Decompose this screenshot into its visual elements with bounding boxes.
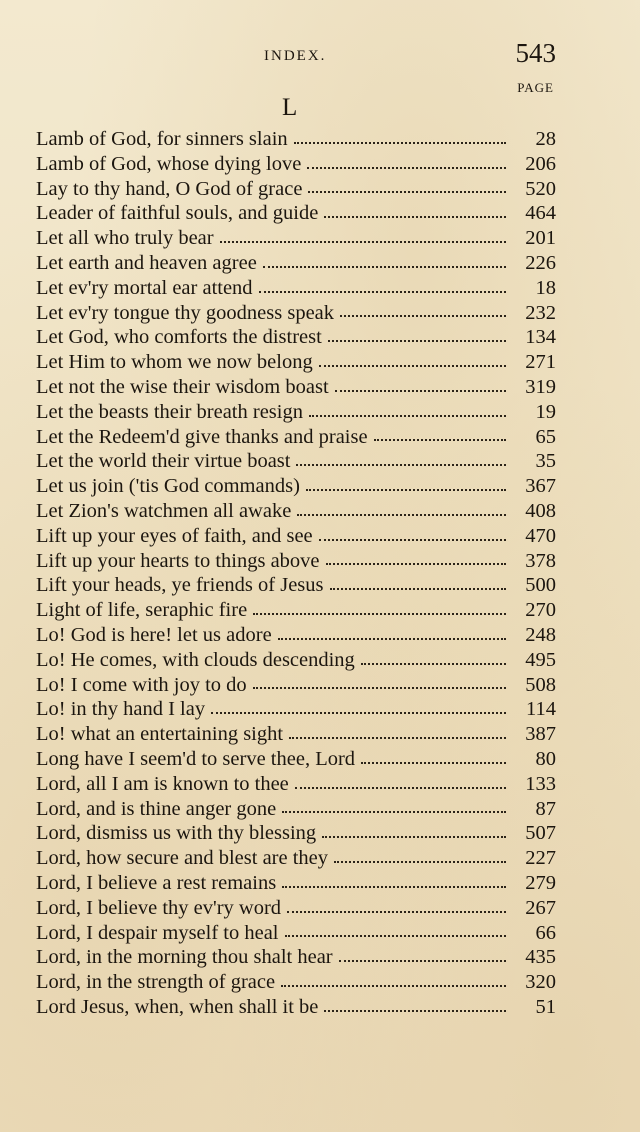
index-entry bbox=[36, 251, 556, 276]
entry-title: Let ev'ry mortal ear attend bbox=[36, 276, 253, 299]
index-entry bbox=[36, 449, 556, 474]
entry-page-number: 408 bbox=[525, 499, 556, 522]
index-entry bbox=[36, 474, 556, 499]
section-letter: L bbox=[282, 94, 298, 121]
dot-leader bbox=[278, 637, 506, 640]
entry-page-number: 35 bbox=[535, 450, 556, 473]
index-entry-list bbox=[36, 127, 556, 1020]
entry-page-number: 51 bbox=[535, 995, 556, 1018]
entry-title: Lo! He comes, with clouds descending bbox=[36, 648, 355, 671]
index-entry bbox=[36, 772, 556, 797]
dot-leader bbox=[374, 438, 506, 441]
page-column-label: PAGE bbox=[517, 80, 554, 95]
dot-leader bbox=[307, 166, 506, 169]
dot-leader bbox=[294, 141, 506, 144]
page-number: 543 bbox=[515, 38, 556, 68]
entry-page-number: 387 bbox=[525, 723, 556, 746]
index-entry bbox=[36, 747, 556, 772]
dot-leader bbox=[326, 562, 506, 565]
entry-page-number: 367 bbox=[525, 475, 556, 498]
entry-title: Lord, and is thine anger gone bbox=[36, 797, 277, 820]
dot-leader bbox=[328, 339, 506, 342]
index-entry bbox=[36, 797, 556, 822]
dot-leader bbox=[330, 587, 506, 590]
dot-leader bbox=[324, 1009, 506, 1012]
entry-title: Let Zion's watchmen all awake bbox=[36, 499, 292, 522]
dot-leader bbox=[220, 240, 506, 243]
entry-title: Lord, how secure and blest are they bbox=[36, 847, 329, 870]
dot-leader bbox=[319, 538, 506, 541]
dot-leader bbox=[289, 736, 506, 739]
index-entry bbox=[36, 226, 556, 251]
entry-title: Lamb of God, for sinners slain bbox=[36, 128, 288, 150]
dot-leader bbox=[324, 215, 506, 218]
dot-leader bbox=[335, 389, 506, 392]
entry-title: Let Him to whom we now belong bbox=[36, 351, 313, 374]
dot-leader bbox=[282, 885, 506, 888]
entry-page-number: 507 bbox=[525, 822, 556, 845]
entry-title: Lo! what an entertaining sight bbox=[36, 723, 284, 746]
entry-title: Let the beasts their breath resign bbox=[36, 400, 303, 423]
dot-leader bbox=[319, 364, 506, 367]
entry-page-number: 227 bbox=[525, 847, 556, 870]
dot-leader bbox=[253, 686, 506, 689]
entry-title: Let the world their virtue boast bbox=[36, 450, 291, 473]
dot-leader bbox=[281, 984, 506, 987]
entry-page-number: 80 bbox=[535, 747, 556, 770]
dot-leader bbox=[322, 835, 506, 838]
index-entry bbox=[36, 425, 556, 450]
entry-page-number: 320 bbox=[525, 971, 556, 994]
index-entry bbox=[36, 177, 556, 202]
entry-page-number: 134 bbox=[525, 326, 556, 349]
dot-leader bbox=[211, 711, 506, 714]
dot-leader bbox=[296, 463, 506, 466]
index-entry bbox=[36, 573, 556, 598]
entry-page-number: 19 bbox=[535, 400, 556, 423]
dot-leader bbox=[361, 761, 506, 764]
index-entry bbox=[36, 499, 556, 524]
entry-page-number: 500 bbox=[525, 574, 556, 597]
index-entry bbox=[36, 301, 556, 326]
entry-page-number: 66 bbox=[535, 921, 556, 944]
index-entry bbox=[36, 400, 556, 425]
page-header bbox=[0, 38, 640, 78]
entry-page-number: 248 bbox=[525, 623, 556, 646]
entry-page-number: 206 bbox=[525, 152, 556, 175]
entry-title: Leader of faithful souls, and guide bbox=[36, 202, 319, 225]
dot-leader bbox=[306, 488, 506, 491]
dot-leader bbox=[339, 959, 506, 962]
dot-leader bbox=[308, 190, 506, 193]
entry-page-number: 87 bbox=[535, 797, 556, 820]
entry-title: Let ev'ry tongue thy goodness speak bbox=[36, 301, 335, 324]
index-entry bbox=[36, 896, 556, 921]
dot-leader bbox=[285, 934, 506, 937]
dot-leader bbox=[253, 612, 506, 615]
entry-title: Lift up your eyes of faith, and see bbox=[36, 524, 313, 547]
entry-title: Lo! God is here! let us adore bbox=[36, 623, 272, 646]
index-entry bbox=[36, 325, 556, 350]
index-entry bbox=[36, 152, 556, 177]
index-entry bbox=[36, 276, 556, 301]
index-entry bbox=[36, 648, 556, 673]
entry-title: Lord, in the morning thou shalt hear bbox=[36, 946, 333, 969]
entry-page-number: 18 bbox=[535, 276, 556, 299]
entry-page-number: 201 bbox=[525, 227, 556, 250]
entry-title: Light of life, seraphic fire bbox=[36, 599, 248, 622]
entry-page-number: 133 bbox=[525, 772, 556, 795]
index-entry bbox=[36, 201, 556, 226]
entry-title: Lord, all I am is known to thee bbox=[36, 772, 289, 795]
dot-leader bbox=[282, 810, 506, 813]
index-entry bbox=[36, 350, 556, 375]
entry-page-number: 232 bbox=[525, 301, 556, 324]
entry-page-number: 271 bbox=[525, 351, 556, 374]
entry-title: Lord, I despair myself to heal bbox=[36, 921, 279, 944]
entry-page-number: 378 bbox=[525, 549, 556, 572]
entry-page-number: 319 bbox=[525, 375, 556, 398]
entry-title: Let God, who comforts the distrest bbox=[36, 326, 322, 349]
entry-title: Lo! I come with joy to do bbox=[36, 673, 247, 696]
dot-leader bbox=[295, 786, 506, 789]
entry-title: Lord, I believe thy ev'ry word bbox=[36, 896, 282, 919]
entry-page-number: 495 bbox=[525, 648, 556, 671]
entry-page-number: 270 bbox=[525, 599, 556, 622]
entry-page-number: 464 bbox=[525, 202, 556, 225]
dot-leader bbox=[340, 314, 506, 317]
entry-title: Lord, in the strength of grace bbox=[36, 971, 276, 994]
index-entry bbox=[36, 995, 556, 1020]
entry-title: Lamb of God, whose dying love bbox=[36, 152, 302, 175]
entry-title: Long have I seem'd to serve thee, Lord bbox=[36, 747, 356, 770]
entry-title: Let the Redeem'd give thanks and praise bbox=[36, 425, 368, 448]
entry-page-number: 279 bbox=[525, 871, 556, 894]
entry-page-number: 28 bbox=[535, 128, 556, 150]
index-entry bbox=[36, 127, 556, 152]
entry-title: Lord Jesus, when, when shall it be bbox=[36, 995, 319, 1018]
index-entry bbox=[36, 821, 556, 846]
entry-title: Lift up your hearts to things above bbox=[36, 549, 320, 572]
entry-page-number: 226 bbox=[525, 251, 556, 274]
dot-leader bbox=[361, 662, 506, 665]
entry-page-number: 65 bbox=[535, 425, 556, 448]
entry-page-number: 470 bbox=[525, 524, 556, 547]
index-entry bbox=[36, 697, 556, 722]
entry-page-number: 267 bbox=[525, 896, 556, 919]
entry-page-number: 508 bbox=[525, 673, 556, 696]
dot-leader bbox=[334, 860, 506, 863]
index-entry bbox=[36, 921, 556, 946]
dot-leader bbox=[309, 414, 506, 417]
entry-title: Lay to thy hand, O God of grace bbox=[36, 177, 303, 200]
dot-leader bbox=[259, 290, 506, 293]
entry-page-number: 520 bbox=[525, 177, 556, 200]
running-head: INDEX. bbox=[264, 48, 327, 64]
dot-leader bbox=[297, 513, 506, 516]
index-entry bbox=[36, 375, 556, 400]
dot-leader bbox=[287, 910, 506, 913]
entry-title: Lord, I believe a rest remains bbox=[36, 871, 277, 894]
index-entry bbox=[36, 524, 556, 549]
entry-title: Lo! in thy hand I lay bbox=[36, 698, 206, 721]
index-entry bbox=[36, 945, 556, 970]
index-entry bbox=[36, 970, 556, 995]
entry-title: Let earth and heaven agree bbox=[36, 251, 257, 274]
entry-page-number: 435 bbox=[525, 946, 556, 969]
dot-leader bbox=[263, 265, 506, 268]
index-entry bbox=[36, 722, 556, 747]
index-entry bbox=[36, 549, 556, 574]
entry-title: Let us join ('tis God commands) bbox=[36, 475, 300, 498]
entry-title: Lift your heads, ye friends of Jesus bbox=[36, 574, 324, 597]
index-entry bbox=[36, 623, 556, 648]
entry-title: Let not the wise their wisdom boast bbox=[36, 375, 329, 398]
index-entry bbox=[36, 846, 556, 871]
entry-title: Lord, dismiss us with thy blessing bbox=[36, 822, 317, 845]
entry-title: Let all who truly bear bbox=[36, 227, 214, 250]
index-entry bbox=[36, 598, 556, 623]
entry-page-number: 114 bbox=[526, 698, 556, 721]
index-entry bbox=[36, 673, 556, 698]
index-entry bbox=[36, 871, 556, 896]
